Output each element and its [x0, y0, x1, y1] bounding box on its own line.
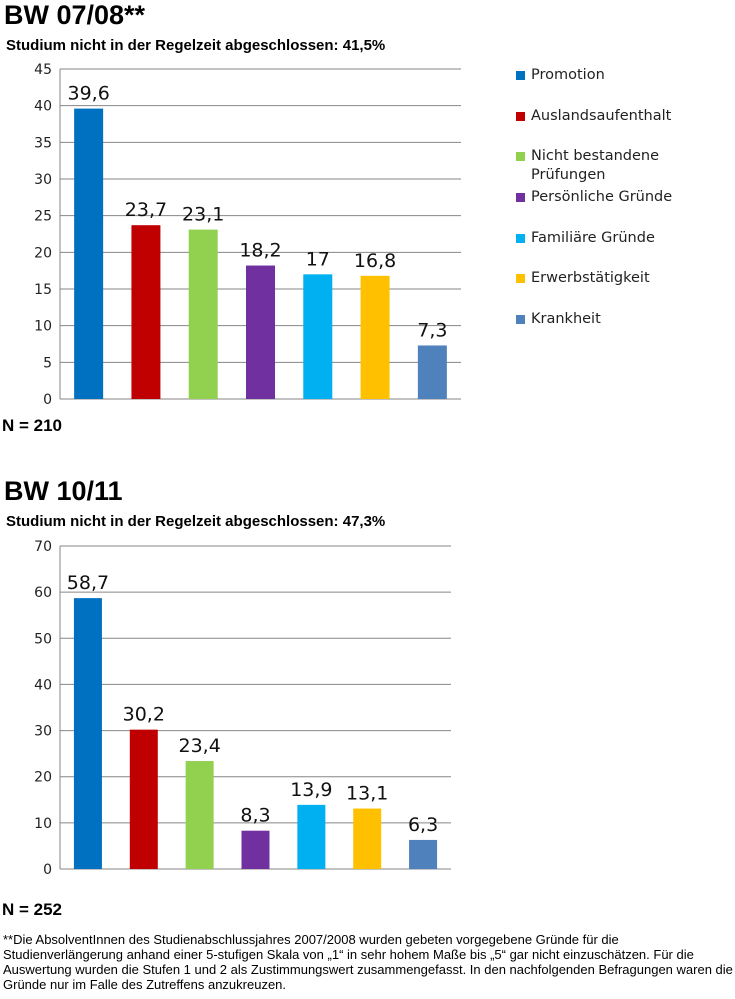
legend-swatch-auslandsaufenthalt: [516, 112, 525, 121]
legend-label-krankheit: Krankheit: [531, 311, 601, 327]
chart2-value-label-erwerbstaetigkeit: 13,1: [346, 782, 389, 805]
chart1-bar-promotion: [74, 109, 103, 399]
chart2-value-label-krankheit: 6,3: [407, 813, 439, 836]
legend-item-promotion: [516, 66, 726, 85]
chart1-ytick-label: 15: [34, 282, 52, 298]
legend-item-krankheit: [516, 310, 726, 329]
chart2-value-label-promotion: 58,7: [66, 572, 110, 595]
chart2-bar-familiaere-gruende: [297, 805, 325, 869]
chart1-value-label-familiaere-gruende: 17: [305, 248, 330, 271]
legend-label-promotion: Promotion: [531, 67, 605, 83]
legend-item-erwerbstaetigkeit: [516, 269, 726, 288]
chart1-value-label-krankheit: 7,3: [417, 319, 448, 342]
legend-swatch-erwerbstaetigkeit: [516, 274, 525, 283]
chart2-value-label-nicht-bestandene-pruefungen: 23,4: [178, 735, 221, 758]
chart1-subtitle: Studium nicht in der Regelzeit abgeschlossen: 41,5%: [6, 37, 386, 54]
legend-label-persoenliche-gruende: Persönliche Gründe: [531, 189, 673, 205]
chart2-value-label-persoenliche-gruende: 8,3: [240, 804, 271, 827]
chart2-bar-auslandsaufenthalt: [130, 730, 158, 869]
footnote: **Die AbsolventInnen des Studienabschlussjahres 2007/2008 wurden gebeten vorgegebene Gründe für die Studienverlängerung anhand einer 5-stufigen Skala von „1“ in sehr hohem Maße bis „5“ gar nicht einzuschätzen. Für die Auswertung wurden die Stufen 1 und 2 als Zustimmungswert zusammengefasst. In den nachfolgenden Befragungen waren die Gründe nur im Falle des Zutreffens anzukreuzen.: [3, 932, 733, 992]
chart1-ytick-label: 45: [34, 62, 52, 78]
chart1-plot: [0, 60, 480, 408]
chart1-value-label-persoenliche-gruende: 18,2: [239, 239, 282, 262]
chart1-ytick-label: 35: [34, 135, 52, 152]
chart2-bar-erwerbstaetigkeit: [353, 809, 381, 869]
chart1-title: BW 07/08**: [4, 0, 146, 30]
legend-label-nicht-bestandene-pruefungen: Nicht bestandene Prüfungen: [531, 148, 660, 183]
chart2-bar-nicht-bestandene-pruefungen: [186, 761, 214, 869]
chart2-ytick-label: 60: [34, 585, 52, 602]
chart1-bar-familiaere-gruende: [303, 274, 332, 399]
chart2-value-label-auslandsaufenthalt: 30,2: [122, 703, 165, 726]
chart2-plot: [0, 537, 480, 878]
legend-item-familiaere-gruende: [516, 229, 726, 248]
legend-swatch-nicht-bestandene-pruefungen: [516, 152, 525, 161]
chart1-bar-krankheit: [418, 345, 447, 399]
chart1-ytick-label: 0: [43, 392, 52, 408]
chart1-value-label-promotion: 39,6: [67, 82, 110, 105]
chart1-bar-nicht-bestandene-pruefungen: [189, 230, 218, 399]
chart2-title: BW 10/11: [4, 476, 123, 506]
chart1-ytick-label: 25: [34, 208, 52, 225]
chart2-bar-promotion: [74, 598, 102, 869]
chart1-value-label-erwerbstaetigkeit: 16,8: [353, 249, 397, 272]
chart1-bar-erwerbstaetigkeit: [361, 276, 390, 399]
chart1-value-label-nicht-bestandene-pruefungen: 23,1: [182, 203, 225, 226]
legend-swatch-persoenliche-gruende: [516, 193, 525, 202]
legend-item-nicht-bestandene-pruefungen: [516, 147, 726, 185]
legend-label-familiaere-gruende: Familiäre Gründe: [531, 230, 655, 246]
chart2-ytick-label: 50: [34, 631, 52, 648]
chart2-ytick-label: 10: [34, 815, 52, 832]
chart2-bar-persoenliche-gruende: [242, 831, 270, 869]
chart2-ytick-label: 40: [34, 677, 52, 694]
chart2-value-label-familiaere-gruende: 13,9: [290, 778, 333, 801]
chart1-ytick-label: 30: [34, 172, 52, 188]
chart1-ytick-label: 20: [34, 245, 52, 262]
chart1-bar-auslandsaufenthalt: [131, 225, 160, 399]
legend-swatch-promotion: [516, 71, 525, 80]
chart2-ytick-label: 20: [34, 769, 52, 786]
chart1-bar-persoenliche-gruende: [246, 266, 275, 399]
chart1-value-label-auslandsaufenthalt: 23,7: [124, 199, 168, 222]
chart1-ytick-label: 40: [34, 98, 52, 115]
legend-item-auslandsaufenthalt: [516, 107, 726, 126]
chart2-ytick-label: 70: [34, 539, 52, 555]
chart2-subtitle: Studium nicht in der Regelzeit abgeschlossen: 47,3%: [6, 513, 386, 530]
chart1-ytick-label: 5: [43, 355, 52, 372]
legend-label-erwerbstaetigkeit: Erwerbstätigkeit: [531, 270, 650, 286]
chart2-ytick-label: 30: [34, 723, 52, 740]
chart1-ytick-label: 10: [34, 318, 52, 335]
legend-label-auslandsaufenthalt: Auslandsaufenthalt: [531, 108, 672, 124]
chart2-bar-krankheit: [409, 840, 437, 869]
legend-item-persoenliche-gruende: [516, 188, 726, 207]
chart2-sample-size: N = 252: [2, 900, 63, 919]
legend-swatch-familiaere-gruende: [516, 234, 525, 243]
chart1-sample-size: N = 210: [2, 416, 63, 435]
chart2-ytick-label: 0: [43, 862, 52, 878]
legend-swatch-krankheit: [516, 315, 525, 324]
